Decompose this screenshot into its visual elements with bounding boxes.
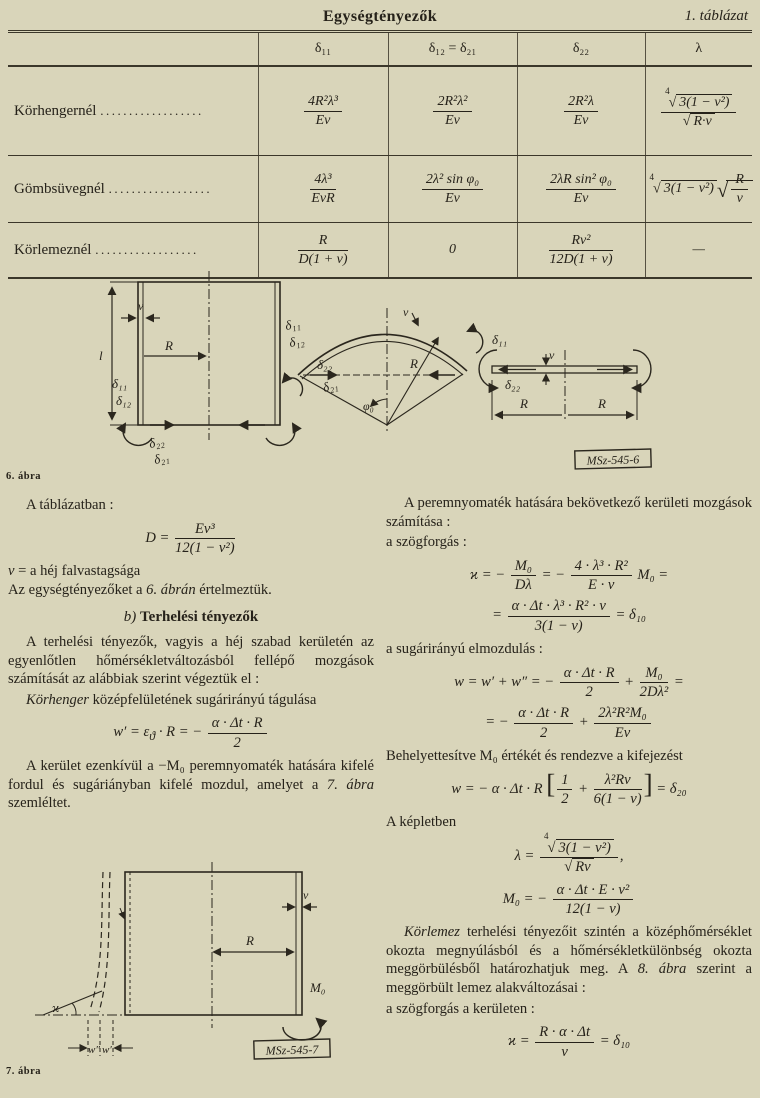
- formula-lambda: λ = $\frac{^4√ 3(1 - \nu^2)}{√ Rv}$ ,: [514, 831, 624, 876]
- fig6-spherical-cap: [283, 305, 483, 433]
- fig7-cylinder-section: [35, 862, 325, 1056]
- header-empty: [8, 32, 258, 67]
- unit-factors-table: [8, 30, 752, 279]
- fig7-label-kappa: ϰ: [52, 1000, 60, 1015]
- fig6-label-v: v: [549, 348, 555, 362]
- header-delta12: δ₁₂ = δ₂₁: [388, 32, 517, 67]
- fig6-cylinder: [99, 271, 295, 467]
- paragraph-peremnyomatek: A peremnyomaték hatására bekövetkező kerületi mozgások számítása :: [386, 495, 752, 530]
- fig6-label-R: R: [410, 356, 418, 371]
- row-label: Körhengernél ..................: [8, 66, 258, 156]
- header-lambda: λ: [645, 32, 752, 67]
- figure-6-caption: 6. ábra: [6, 471, 41, 482]
- paragraph-korhenger: Körhenger középfelületének sugárirányú tágulása: [26, 691, 317, 708]
- leader-dots: ..................: [100, 102, 204, 118]
- cell-d11: $\frac{\text{4R²λ³}}{Ev}$: [258, 66, 388, 156]
- fig6-label-phi0: φ₀: [363, 399, 374, 413]
- fig6-label-d21: δ₂₁: [152, 449, 171, 467]
- paragraph-load-factors: A terhelési tényezők, vagyis a héj szabad kerületén az egyenlőtlen hőmérsékletváltozásból fellépő mozgások számítását az alábbiak szerint végeztük el :: [8, 634, 374, 688]
- text-a-kepletben: A képletben: [386, 814, 457, 831]
- fig6-label-R: R: [598, 396, 606, 411]
- cell-d11: $\frac{R}{D(1 + \nu)}$: [258, 223, 388, 279]
- formula-kappa: ϰ = − $\frac{\text{M₀}}{D\lambda}$ = − $\frac{\text{4 · λ³ · R²}}{E \cdot v}$ M₀ = = $\frac{\text{α · Δt · λ³ · R² · v}}{3(1 - \nu)}$ = δ₁₀: [469, 557, 669, 634]
- fig7-label-w1: w′: [102, 1044, 112, 1056]
- fig6-label-v: v: [138, 299, 144, 313]
- fig6-label-d11: δ₁₁: [112, 376, 128, 391]
- header-delta11: δ₁₁: [258, 32, 388, 67]
- fig6-label-d22: δ₂₂: [317, 357, 333, 372]
- figure-7-diagram: [0, 860, 380, 1065]
- fig7-stamp: [254, 1039, 330, 1059]
- formula-M0: M₀ = − $\frac{\text{α · Δt · E · v²}}{12(1 - \nu)}$: [386, 882, 752, 918]
- page-title: Egységtényezők: [322, 8, 438, 25]
- fig6-label-R: R: [520, 396, 528, 411]
- left-column: [8, 496, 374, 815]
- text-v-definition: v = a héj falvastagsága: [8, 563, 141, 580]
- table-number-label: 1. táblázat: [684, 8, 748, 24]
- paragraph-kerulet: A kerület ezenkívül a −M₀ peremnyomaték hatására kifelé fordul és sugáriányban kifelé mozdul, amelyet a 7. ábra szemléltet.: [8, 758, 374, 812]
- fig6-label-v: v: [403, 305, 409, 319]
- fig7-label-w2: w″: [88, 1044, 100, 1056]
- leader-dots: ..................: [108, 180, 213, 196]
- fig6-label-d21: δ₂₁: [321, 376, 340, 395]
- fig6-plate: [479, 332, 651, 420]
- text-sugariranyu: a sugárirányú elmozdulás :: [386, 641, 543, 658]
- text-szogforgas: a szögforgás :: [386, 534, 467, 551]
- table-row: [8, 156, 752, 223]
- fig6-label-d22: δ₂₂: [505, 377, 521, 392]
- cell-d22: $\frac{\text{Rv²}}{12D(1 + \nu)}$: [517, 223, 645, 279]
- cell-d12: $\frac{\text{2R²λ²}}{Ev}$: [388, 66, 517, 156]
- formula-w-prime: $w' = \varepsilon_ϑ \cdot R$ = − $\frac{\alpha \cdot \Delta t \cdot R}{2}$: [8, 715, 374, 751]
- fig7-label-R: R: [246, 933, 254, 948]
- table-row: [8, 66, 752, 156]
- right-column: [386, 494, 752, 1066]
- fig6-label-d12: δ₁₂: [116, 393, 132, 408]
- formula-D: D = $\frac{\text{Ev³}}{\text{12(1 − ν²)}}$: [145, 520, 235, 556]
- cell-d12: 0: [388, 223, 517, 279]
- text-a-tablazatban: A táblázatban :: [26, 497, 114, 513]
- cell-lambda: —: [645, 223, 752, 279]
- fig6-label-d11: δ₁₁: [492, 332, 508, 347]
- formula-w: w = w′ + w″ = − $\frac{\alpha \cdot \Delta t \cdot R}{2}$ + $\frac{\text{M₀}}{\text{2Dλ²}}$ = = − $\frac{\alpha \cdot \Delta t \cdot R}{2}$ + $\frac{\text{2λ²R²M₀}}{Ev}$: [454, 664, 684, 741]
- row-label: Körlemeznél ..................: [14, 241, 199, 258]
- cell-d12: $\frac{\text{2λ² sin φ₀}}{Ev}$: [388, 156, 517, 223]
- fig6-stamp: [575, 449, 651, 469]
- text-unit-factors-ref: Az egységtényezőket a 6. ábrán értelmeztük.: [8, 581, 272, 598]
- fig6-label-l: l: [99, 348, 103, 363]
- fig6-label-d22: δ₂₂: [147, 433, 166, 451]
- cell-d22: $\frac{\text{2R²λ}}{Ev}$: [517, 66, 645, 156]
- header-delta22: δ₂₂: [517, 32, 645, 67]
- cell-lambda: $\frac{^4√ 3(1 - \nu^2)}{√ R\cdot v}$: [645, 66, 752, 156]
- fig7-label-v: v: [303, 888, 309, 902]
- figure-6-diagram: [0, 268, 760, 472]
- cell-lambda: $^4$√ 3(1 − ν²) √ $\frac{R}{v}$: [645, 156, 752, 223]
- fig6-label-R: R: [165, 338, 173, 353]
- formula-kappa-delta10: ϰ = $\frac{R \cdot \alpha \cdot \Delta t}{v}$ = δ₁₀: [507, 1024, 631, 1060]
- fig7-label-M0: M₀: [310, 980, 326, 995]
- paragraph-korlemez: Körlemez terhelési tényezőit szintén a középhőmérséklet okozta megnyúlásból és a hőmérsékletkülönbség okozta meggörbülésből határozhatjuk meg. A 8. ábra szerint a meggörbült lemez alakváltozásai :: [386, 924, 752, 997]
- fig6-label-d11: δ₁₁: [283, 315, 302, 333]
- fig7-stamp-text: MSz-545-7: [265, 1042, 319, 1058]
- cell-d22: $\frac{\text{2λR sin² φ₀}}{Ev}$: [517, 156, 645, 223]
- fig6-stamp-text: MSz-545-6: [586, 452, 640, 468]
- fig6-label-d12: δ₁₂: [287, 332, 306, 350]
- text-behelyettesitve: Behelyettesítve M₀ értékét és rendezve a kifejezést: [386, 748, 683, 765]
- figure-7-caption: 7. ábra: [6, 1066, 41, 1077]
- section-heading-b: b) Terhelési tényezők: [123, 609, 259, 626]
- formula-w-delta20: w = − α · Δt · R [ $\frac{1}{2}$ + $\frac{\text{λ²Rv}}{6(1 - \nu)}$ ] = δ₂₀: [451, 768, 687, 808]
- text-szogforgas-kerulet: a szögforgás a kerületen :: [386, 1000, 535, 1017]
- cell-d11: $\frac{\text{4λ³}}{\text{EvR}}$: [258, 156, 388, 223]
- table-header-row: [8, 32, 752, 67]
- row-label: Gömbsüvegnél ..................: [8, 156, 258, 223]
- leader-dots: ..................: [95, 241, 199, 257]
